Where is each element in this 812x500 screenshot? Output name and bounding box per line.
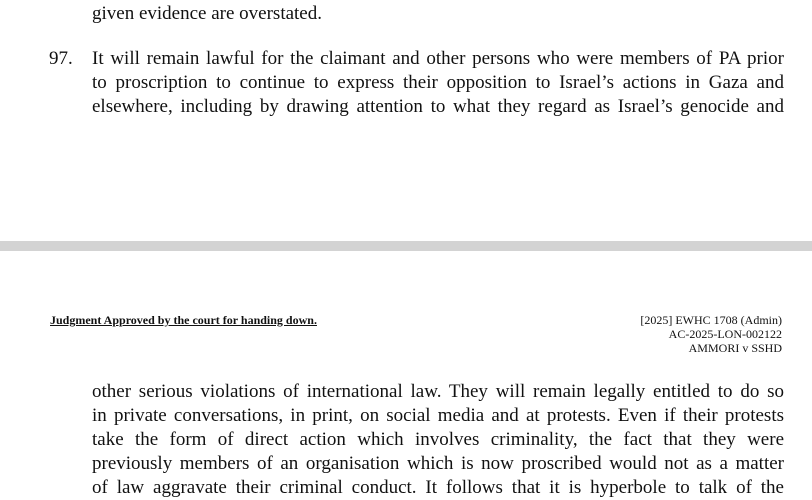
continuation-line: given evidence are overstated. xyxy=(92,3,322,24)
body-line-5: of law aggravate their criminal conduct. It follows that it is hyperbole to talk of the xyxy=(92,477,784,498)
case-reference-header xyxy=(640,313,782,355)
body-line-1: other serious violations of international law. They will remain legally entitled to do so xyxy=(92,381,784,402)
case-number: AC-2025-LON-002122 xyxy=(668,327,782,341)
paragraph-number: 97. xyxy=(49,48,73,69)
paragraph-line-2: to proscription to continue to express their opposition to Israel’s actions in Gaza and xyxy=(92,72,784,93)
case-name: AMMORI v SSHD xyxy=(688,341,782,355)
judgment-approved-header: Judgment Approved by the court for handing down. xyxy=(50,313,317,327)
document-page-lower xyxy=(0,251,812,500)
body-line-4: previously members of an organisation which is now proscribed would not as a matter xyxy=(92,453,784,474)
page-separator xyxy=(0,241,812,251)
body-line-2: in private conversations, in print, on social media and at protests. Even if their protests xyxy=(92,405,784,426)
document-page-upper xyxy=(0,0,812,241)
paragraph-line-1: It will remain lawful for the claimant and other persons who were members of PA prior xyxy=(92,48,784,69)
body-line-3: take the form of direct action which involves criminality, the fact that they were xyxy=(92,429,784,450)
neutral-citation: [2025] EWHC 1708 (Admin) xyxy=(640,313,782,327)
paragraph-line-3: elsewhere, including by drawing attention to what they regard as Israel’s genocide and xyxy=(92,96,784,117)
